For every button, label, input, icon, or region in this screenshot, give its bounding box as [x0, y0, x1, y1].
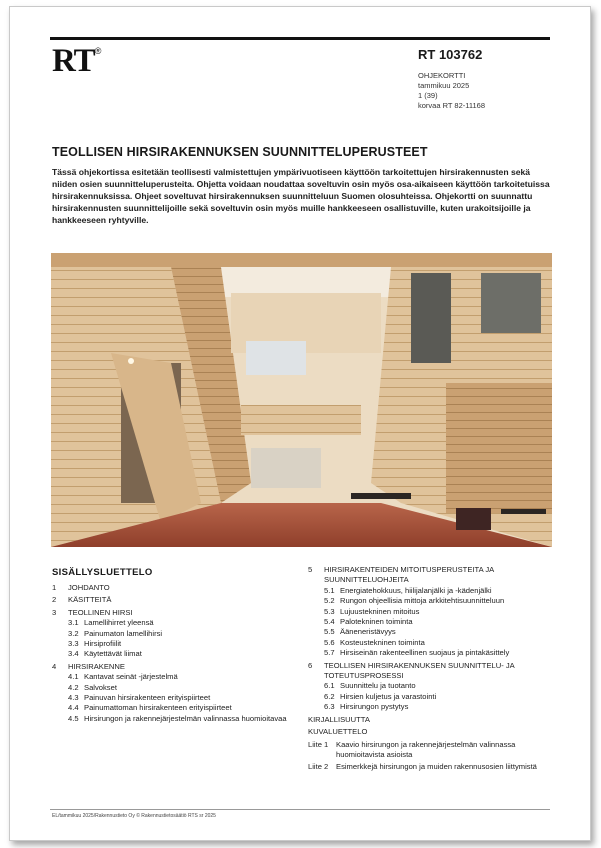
toc-entry-number: 3.2: [68, 628, 79, 638]
toc-entry-number: 2: [52, 595, 57, 605]
toc-entry-title: Hirsirungon pystytys: [340, 702, 409, 712]
toc-entry-number: 5.4: [324, 617, 335, 627]
page-title: TEOLLISEN HIRSIRAKENNUKSEN SUUNNITTELUPERUSTEET: [52, 145, 428, 159]
toc-entry-number: 4.5: [68, 713, 79, 723]
toc-entry: [52, 672, 297, 682]
toc-entry-number: 6.2: [324, 691, 335, 701]
toc-entry-number: Liite 1: [308, 739, 329, 749]
toc-entry-number: 6.1: [324, 681, 335, 691]
toc-entry-number: 3.1: [68, 618, 79, 628]
toc-entry-number: 3.4: [68, 649, 79, 659]
toc-entry: [52, 703, 297, 713]
toc-entry-title: Lujuustekninen mitoitus: [340, 606, 420, 616]
toc-entry-number: 5.5: [324, 627, 335, 637]
toc-entry-title: TEOLLISEN HIRSIRAKENNUKSEN SUUNNITTELU- JA TOTEUTUSPROSESSI: [324, 660, 515, 681]
toc-entry-title: Hirsien kuljetus ja varastointi: [340, 691, 437, 701]
meta-card-type: OHJEKORTTI: [418, 71, 466, 80]
toc-entry-number: 3: [52, 607, 57, 617]
toc-entry-title: Energiatehokkuus, hiilijalanjälki ja -kädenjälki: [340, 585, 492, 595]
toc-entry-number: 1: [52, 583, 57, 592]
toc-entry-title: Kantavat seinät -järjestelmä: [84, 672, 178, 682]
toc-entry-number: 4.4: [68, 703, 79, 713]
toc-left-column: [52, 583, 297, 724]
toc-entry-title: KIRJALLISUUTTA: [308, 714, 370, 724]
toc-entry: [308, 565, 558, 586]
toc-entry-title: Suunnittelu ja tuotanto: [340, 681, 416, 691]
toc-entry: [308, 681, 558, 691]
toc-entry-title: Kaavio hirsirungon ja rakennejärjestelmän valinnassa huomioitavista asioista: [336, 739, 516, 759]
toc-entry-number: 4.2: [68, 682, 79, 692]
toc-entry-number: 5.7: [324, 648, 335, 658]
toc-entry: [308, 627, 558, 637]
toc-entry: [308, 617, 558, 627]
toc-entry-number: 6.3: [324, 702, 335, 712]
toc-entry-title: Palotekninen toiminta: [340, 617, 413, 627]
toc-entry-number: 4.3: [68, 693, 79, 703]
toc-entry-title: Lamellihirret yleensä: [84, 618, 154, 628]
toc-entry: [52, 618, 297, 628]
toc-entry-number: 5.3: [324, 606, 335, 616]
toc-entry-title: JOHDANTO: [68, 583, 110, 592]
toc-entry-number: 5.6: [324, 637, 335, 647]
document-meta: [418, 71, 485, 111]
toc-entry-title: Rungon ohjeellisia mittoja arkkitehtisuunnitteluun: [340, 596, 505, 606]
toc-entry: [308, 692, 558, 702]
toc-entry: [308, 715, 558, 725]
toc-entry: [52, 649, 297, 659]
toc-entry-title: Kosteustekninen toiminta: [340, 637, 425, 647]
toc-entry-title: Käytettävät liimat: [84, 649, 142, 659]
toc-entry-title: Hirsiseinän rakenteellinen suojaus ja pintakäsittely: [340, 648, 510, 658]
header-rule: [50, 37, 550, 40]
toc-entry-title: Salvokset: [84, 682, 117, 692]
toc-entry: [52, 639, 297, 649]
toc-entry: [52, 595, 297, 605]
wooden-atrium-photo: [51, 253, 552, 547]
toc-entry-title: Painumattoman hirsirakenteen erityispiirteet: [84, 703, 232, 713]
toc-entry-number: 5: [308, 565, 313, 574]
toc-title: SISÄLLYSLUETTELO: [52, 567, 153, 578]
toc-entry-title: KUVALUETTELO: [308, 727, 368, 737]
meta-pages: 1 (39): [418, 91, 438, 100]
toc-entry: [52, 683, 297, 693]
toc-entry-title: KÄSITTEITÄ: [68, 595, 112, 605]
document-page: [9, 6, 591, 841]
toc-entry: [308, 607, 558, 617]
toc-entry-title: HIRSIRAKENTEIDEN MITOITUSPERUSTEITA JA SUUNNITTELUOHJEITA: [324, 565, 494, 585]
toc-entry: [308, 638, 558, 648]
intro-paragraph: Tässä ohjekortissa esitetään teollisesti valmistettujen ympärivuotiseen käyttöön tarkoitettujen hirsirakennusten sekä niiden osien suunnitteluperusteita. Ohjetta voidaan noudattaa soveltuvin osin myös osa-aikaiseen käyttöön tarkoitetuissa hirsirakennuksissa. Ohjeet soveltuvat hirsirakennuksen suunnitteluun Suomen olosuhteissa. Ohjekortti on suunnattu hirsirakennusten suunnittelijoille sekä soveltuvin osin myös muille hankkeeseen osallistuville, kuten urakoitsijoille ja hankkeeseen ryhtyville.: [52, 167, 550, 225]
toc-entry-title: Esimerkkejä hirsirungon ja muiden rakennusosien liittymistä: [336, 762, 537, 772]
toc-entry: [308, 727, 558, 737]
toc-entry: [52, 693, 297, 703]
toc-entry-title: Hirsirungon ja rakennejärjestelmän valinnassa huomioitavaa: [84, 713, 287, 723]
meta-replaces: korvaa RT 82-11168: [418, 101, 485, 110]
toc-entry: [52, 629, 297, 639]
meta-date: tammikuu 2025: [418, 81, 470, 90]
toc-entry-number: 3.3: [68, 639, 79, 649]
toc-entry: [308, 661, 558, 682]
toc-entry: [52, 583, 297, 593]
toc-entry: [308, 648, 558, 658]
rt-logo: RT®: [52, 43, 101, 79]
toc-right-column: [308, 565, 558, 773]
toc-entry-title: HIRSIRAKENNE: [68, 661, 125, 671]
toc-entry-number: 4.1: [68, 672, 79, 682]
toc-entry: [308, 702, 558, 712]
toc-entry-number: 5.2: [324, 596, 335, 606]
toc-entry-title: Painumaton lamellihirsi: [84, 628, 163, 638]
toc-entry: [52, 662, 297, 672]
toc-entry-number: Liite 2: [308, 762, 329, 772]
toc-entry: [308, 596, 558, 606]
footer-rule: [50, 809, 550, 810]
toc-entry: [308, 740, 558, 761]
footer-text: EL/tammikuu 2025/Rakennustieto Oy © Rakennustietosäätiö RTS sr 2025: [52, 813, 216, 819]
toc-entry-title: Ääneneristävyys: [340, 627, 396, 637]
toc-entry: [52, 608, 297, 618]
toc-entry-number: 5.1: [324, 585, 335, 595]
toc-entry-number: 4: [52, 661, 57, 671]
toc-entry: [308, 762, 558, 772]
toc-entry-title: Painuvan hirsirakenteen erityispiirteet: [84, 693, 211, 703]
toc-entry-title: TEOLLINEN HIRSI: [68, 607, 133, 617]
toc-entry-number: 6: [308, 660, 313, 670]
document-id: RT 103762: [418, 47, 483, 62]
toc-entry: [52, 714, 297, 724]
toc-entry: [308, 586, 558, 596]
toc-entry-title: Hirsiprofiilit: [84, 639, 122, 649]
